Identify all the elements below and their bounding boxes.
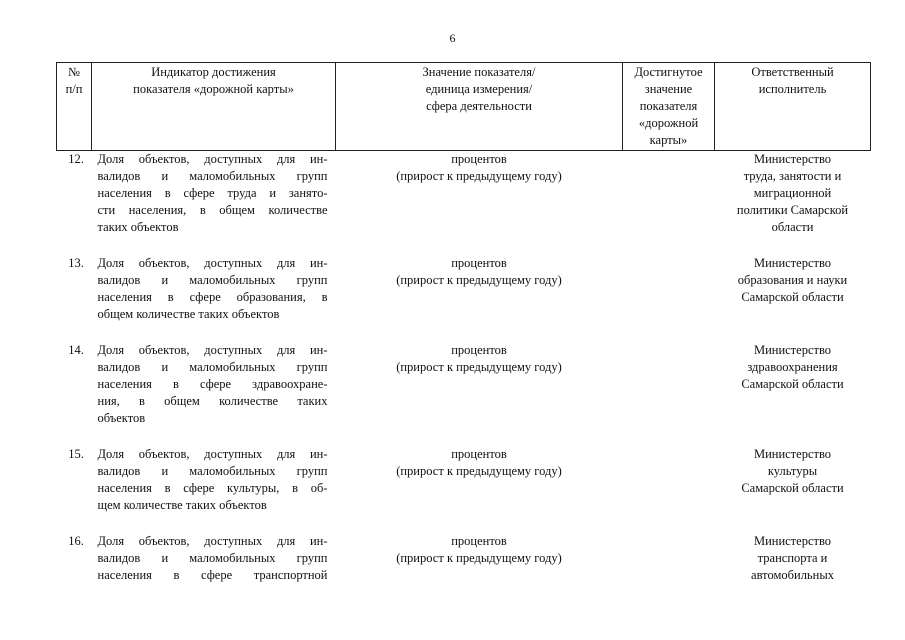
row-indicator [92, 342, 336, 446]
indicator-line: Доля объектов, доступных для ин- [97, 447, 328, 461]
responsible-line: области [771, 220, 814, 234]
indicator-line: валидов и маломобильных групп [97, 551, 328, 565]
value-line: (прирост к предыдущему году) [396, 273, 562, 287]
responsible-line: культуры [767, 464, 818, 478]
indicator-line: таких объектов [97, 220, 179, 234]
row-responsible [715, 446, 871, 533]
responsible-line: транспорта и [757, 551, 828, 565]
page-number: 6 [449, 31, 456, 45]
indicator-line: валидов и маломобильных групп [97, 169, 328, 183]
indicator-line: населения в сфере образования, в [97, 290, 328, 304]
row-value [336, 533, 623, 593]
value-line: процентов [451, 256, 507, 270]
row-achieved [623, 342, 715, 446]
value-line: (прирост к предыдущему году) [396, 551, 562, 565]
indicator-line: валидов и маломобильных групп [97, 273, 328, 287]
row-number: 13. [68, 256, 84, 270]
header-num [57, 63, 92, 151]
row-value [336, 255, 623, 342]
header-responsible-line: исполнитель [758, 82, 827, 96]
value-line: (прирост к предыдущему году) [396, 169, 562, 183]
indicator-line: населения в сфере труда и занято- [97, 186, 328, 200]
row-achieved [623, 255, 715, 342]
header-num-line: № [68, 65, 80, 79]
responsible-line: Министерство [753, 256, 832, 270]
value-line: (прирост к предыдущему году) [396, 464, 562, 478]
table-row [57, 446, 871, 533]
header-value-line: сфера деятельности [426, 99, 532, 113]
row-achieved [623, 533, 715, 593]
indicator-line: общем количестве таких объектов [97, 307, 280, 321]
indicator-line: валидов и маломобильных групп [97, 360, 328, 374]
responsible-line: Самарской области [741, 377, 844, 391]
indicator-line: Доля объектов, доступных для ин- [97, 534, 328, 548]
row-indicator [92, 151, 336, 256]
indicator-line: объектов [97, 411, 146, 425]
responsible-line: политики Самарской [736, 203, 849, 217]
row-indicator [92, 446, 336, 533]
row-achieved [623, 446, 715, 533]
table-row [57, 255, 871, 342]
header-achieved-line: показателя [639, 99, 698, 113]
responsible-line: автомобильных [751, 568, 834, 582]
responsible-line: Самарской области [741, 481, 844, 495]
row-responsible [715, 342, 871, 446]
header-indicator-line: Индикатор достижения [151, 65, 276, 79]
value-line: (прирост к предыдущему году) [396, 360, 562, 374]
header-value-line: Значение показателя/ [422, 65, 536, 79]
header-achieved-line: карты» [649, 133, 688, 147]
value-line: процентов [451, 534, 507, 548]
indicator-line: населения в сфере культуры, в об- [97, 481, 328, 495]
value-line: процентов [451, 152, 507, 166]
row-responsible [715, 255, 871, 342]
indicator-line: населения в сфере здравоохране- [97, 377, 328, 391]
value-line: процентов [451, 343, 507, 357]
row-value [336, 151, 623, 256]
indicator-line: сти населения, в общем количестве [97, 203, 328, 217]
table-row [57, 342, 871, 446]
indicator-line: Доля объектов, доступных для ин- [97, 152, 328, 166]
responsible-line: Самарской области [741, 290, 844, 304]
header-indicator-line: показателя «дорожной карты» [133, 82, 294, 96]
row-number: 12. [68, 152, 84, 166]
responsible-line: образования и науки [737, 273, 848, 287]
value-line: процентов [451, 447, 507, 461]
row-indicator [92, 255, 336, 342]
responsible-line: здравоохранения [747, 360, 838, 374]
responsible-line: труда, занятости и [743, 169, 842, 183]
roadmap-indicators-table [56, 62, 871, 593]
row-achieved [623, 151, 715, 256]
responsible-line: Министерство [753, 343, 832, 357]
row-responsible [715, 533, 871, 593]
responsible-line: Министерство [753, 534, 832, 548]
table-row [57, 151, 871, 256]
header-achieved-line: значение [644, 82, 693, 96]
header-indicator [92, 63, 336, 151]
header-achieved-line: «дорожной [638, 116, 699, 130]
row-value [336, 446, 623, 533]
header-responsible [715, 63, 871, 151]
indicator-line: ния, в общем количестве таких [97, 394, 328, 408]
row-indicator [92, 533, 336, 593]
indicator-line: Доля объектов, доступных для ин- [97, 343, 328, 357]
row-number: 14. [68, 343, 84, 357]
header-value-line: единица измерения/ [425, 82, 533, 96]
responsible-line: миграционной [753, 186, 832, 200]
header-achieved-line: Достигнутое [634, 65, 703, 79]
row-responsible [715, 151, 871, 256]
header-value [336, 63, 623, 151]
indicator-line: Доля объектов, доступных для ин- [97, 256, 328, 270]
table-row [57, 533, 871, 593]
indicator-line: населения в сфере транспортной [97, 568, 328, 582]
header-responsible-line: Ответственный [751, 65, 834, 79]
header-achieved [623, 63, 715, 151]
responsible-line: Министерство [753, 152, 832, 166]
indicator-line: валидов и маломобильных групп [97, 464, 328, 478]
row-number: 15. [68, 447, 84, 461]
row-number: 16. [68, 534, 84, 548]
row-value [336, 342, 623, 446]
indicator-line: щем количестве таких объектов [97, 498, 267, 512]
table-header-row [57, 63, 871, 151]
responsible-line: Министерство [753, 447, 832, 461]
header-num-line: п/п [65, 82, 83, 96]
